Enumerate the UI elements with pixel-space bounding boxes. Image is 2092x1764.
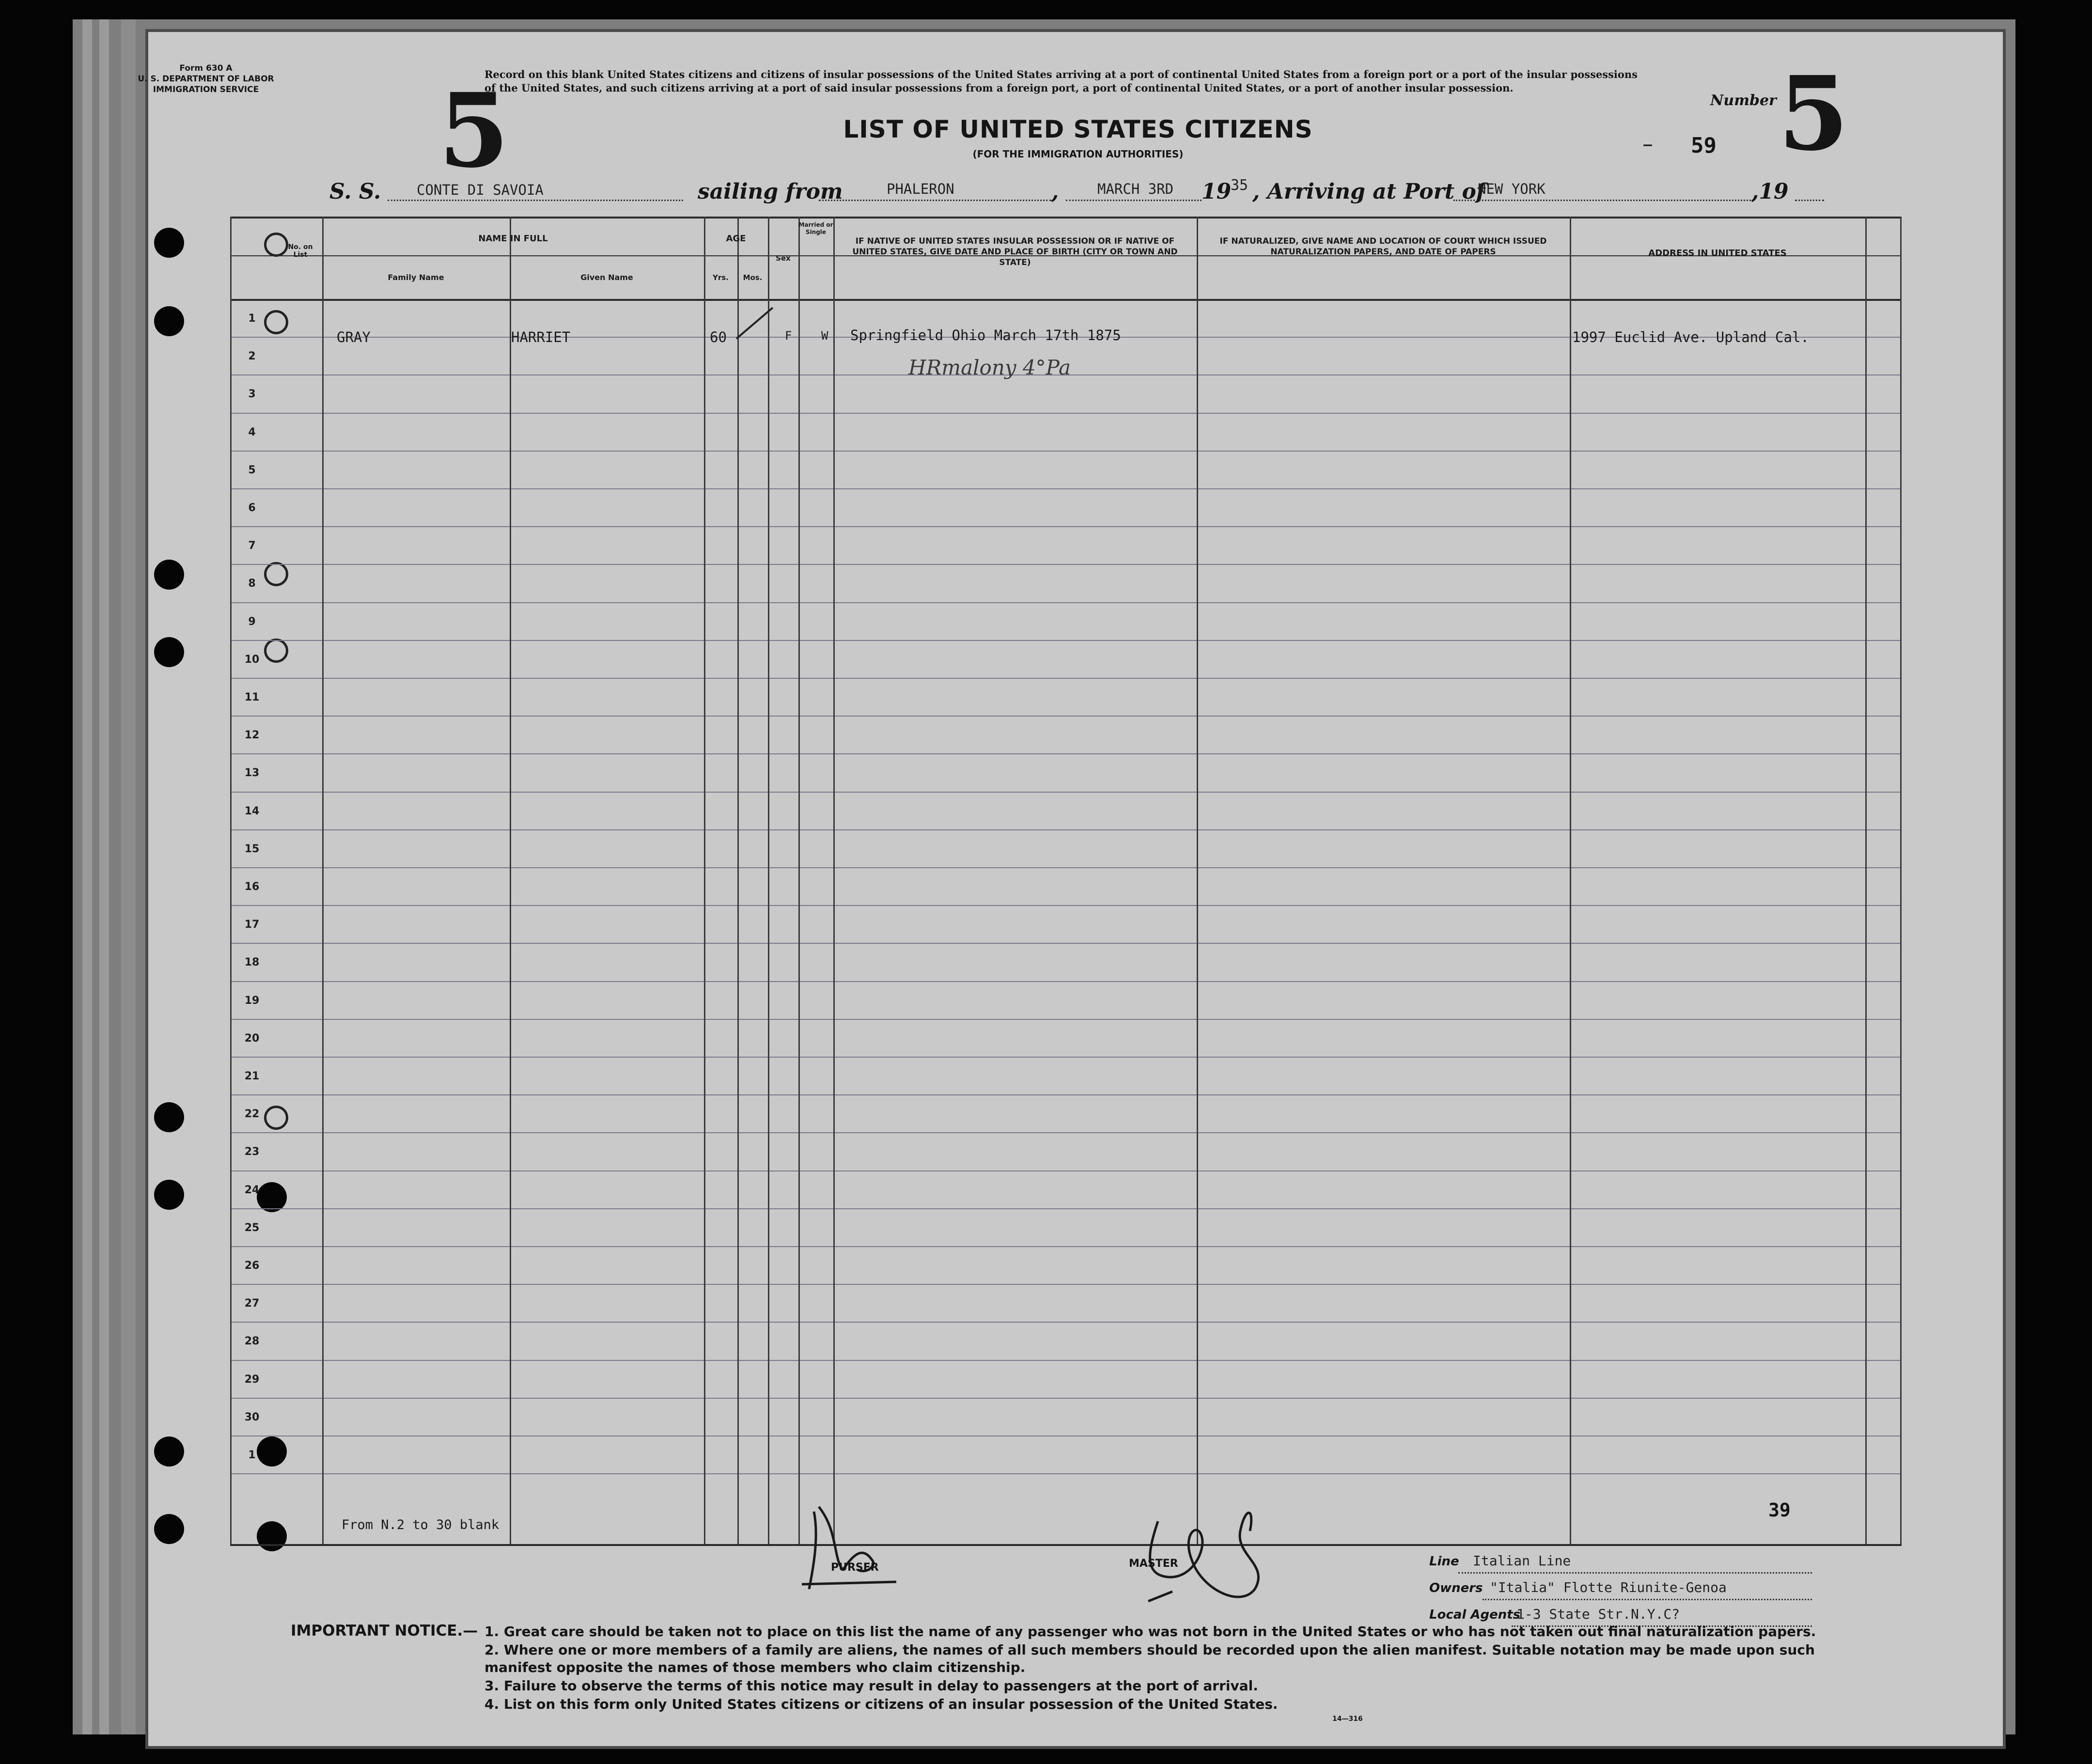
header-birth: IF NATIVE OF UNITED STATES INSULAR POSSESSION OR IF NATIVE OF UNITED STATES, GIVE DATE AND PLACE OF BIRTH (CITY OR TOWN AND STATE) <box>852 236 1178 267</box>
row-rule <box>230 867 1902 868</box>
row-rule <box>230 488 1902 489</box>
column-border <box>768 217 769 1544</box>
punch-hole <box>154 1102 184 1132</box>
header-naturalized: IF NATURALIZED, GIVE NAME AND LOCATION OF COURT WHICH ISSUED NATURALIZATION PAPERS, AND DATE OF PAPERS <box>1219 236 1547 257</box>
stamp-number: 59 <box>1691 133 1717 158</box>
stamp-dash: – <box>1642 132 1653 156</box>
row-rule <box>230 564 1902 565</box>
row-number: 6 <box>248 502 256 514</box>
row-number: 25 <box>244 1222 260 1234</box>
cell-family-name: GRAY <box>337 329 371 345</box>
footer-divider <box>230 1544 1902 1546</box>
sailing-date: MARCH 3RD <box>1097 181 1174 197</box>
column-border <box>704 217 705 1544</box>
page-corner-number: 39 <box>1768 1499 1791 1521</box>
row-rule <box>230 678 1902 679</box>
owners-underline <box>1483 1599 1812 1600</box>
notice-item: 3. Failure to observe the terms of this notice may result in delay to passengers at the port of arrival. <box>484 1678 1258 1694</box>
punch-hole <box>154 1180 184 1210</box>
row-rule <box>230 640 1902 641</box>
cell-given-name: HARRIET <box>511 329 571 345</box>
row-rule <box>230 1284 1902 1285</box>
sailing-label: sailing from <box>698 179 843 204</box>
passenger-table <box>230 217 1902 1544</box>
row-number: 15 <box>244 843 260 855</box>
cell-age: 60 <box>710 329 727 345</box>
number-digit: 5 <box>1778 54 1849 173</box>
row-rule <box>230 1360 1902 1361</box>
row-rule <box>230 716 1902 717</box>
ship-name: CONTE DI SAVOIA <box>417 182 544 198</box>
binder-edge <box>121 19 136 1734</box>
row-number: 13 <box>244 767 260 779</box>
header-no: No. on List <box>288 243 313 259</box>
notice-item: 2. Where one or more members of a family are aliens, the names of all such members should be recorded upon the alien manifest. Suitable notation may be made upon such manifest opposite the names of those members who claim citizenship. <box>484 1642 1815 1675</box>
punch-hole <box>154 1436 184 1467</box>
row-rule <box>230 1094 1902 1095</box>
row-number: 29 <box>244 1374 260 1386</box>
row-rule <box>230 943 1902 944</box>
column-border <box>1197 217 1198 1544</box>
department: U. S. DEPARTMENT OF LABOR <box>138 74 274 84</box>
table-top-border <box>230 217 1902 219</box>
row-number: 23 <box>244 1146 260 1158</box>
page-subtitle: (FOR THE IMMIGRATION AUTHORITIES) <box>972 148 1184 160</box>
row-number: 1 <box>248 1449 256 1461</box>
row-rule <box>230 1246 1902 1247</box>
row-rule <box>230 829 1902 830</box>
row-number: 10 <box>244 654 260 666</box>
row-number: 9 <box>248 616 256 628</box>
year-prefix: 19 <box>1202 179 1232 204</box>
date-underline <box>1066 200 1202 201</box>
column-border <box>798 217 800 1544</box>
column-border <box>1570 217 1571 1544</box>
header-address: ADDRESS IN UNITED STATES <box>1648 248 1787 258</box>
cell-sex: F <box>785 329 792 343</box>
line-value: Italian Line <box>1473 1553 1571 1569</box>
cell-marital: W <box>821 329 828 343</box>
purser-label: PURSER <box>831 1561 879 1574</box>
year-2-underline <box>1795 200 1824 201</box>
row-number: 24 <box>244 1184 260 1196</box>
form-id: Form 630 A <box>179 63 233 73</box>
row-number: 11 <box>244 691 260 703</box>
blank-note: From N.2 to 30 blank <box>342 1517 500 1532</box>
print-code: 14—316 <box>1332 1715 1363 1723</box>
row-number: 21 <box>244 1070 260 1082</box>
port-from: PHALERON <box>887 181 954 197</box>
header-family-name: Family Name <box>388 273 444 282</box>
row-rule <box>230 792 1902 793</box>
row-number: 27 <box>244 1297 260 1310</box>
list-digit: 5 <box>438 71 510 190</box>
header-married-single: Married or Single <box>798 221 833 235</box>
row-rule <box>230 753 1902 754</box>
port-to: NEW YORK <box>1478 181 1546 197</box>
column-border <box>833 217 835 1544</box>
row-number: 1 <box>248 312 256 325</box>
header-age-years: Yrs. <box>713 273 729 282</box>
punch-hole <box>154 1514 184 1544</box>
cell-address: 1997 Euclid Ave. Upland Cal. <box>1572 329 1809 345</box>
row-rule <box>230 1322 1902 1323</box>
column-border <box>1900 217 1902 1544</box>
header-bottom-border <box>230 299 1902 301</box>
header-name-in-full: NAME IN FULL <box>478 234 548 244</box>
row-rule <box>230 905 1902 906</box>
row-number: 5 <box>248 464 256 476</box>
column-border <box>1865 217 1867 1544</box>
punch-hole <box>154 228 184 258</box>
owners-value: "Italia" Flotte Riunite-Genoa <box>1490 1579 1727 1595</box>
row-number: 3 <box>248 388 256 400</box>
port-to-underline <box>1453 200 1754 201</box>
row-rule <box>230 1473 1902 1474</box>
row-rule <box>230 451 1902 452</box>
arriving-label: , Arriving at Port of <box>1252 179 1485 204</box>
header-age-months: Mos. <box>743 273 763 282</box>
binder-edge <box>99 19 109 1734</box>
port-from-underline <box>819 200 1051 201</box>
row-number: 20 <box>244 1032 260 1045</box>
row-number: 8 <box>248 578 256 590</box>
agents-label: Local Agents <box>1429 1608 1521 1622</box>
row-number: 2 <box>248 350 256 362</box>
agents-value: 1-3 State Str.N.Y.C? <box>1516 1606 1680 1622</box>
row-rule <box>230 1057 1902 1058</box>
notice-title: IMPORTANT NOTICE.— <box>291 1622 478 1639</box>
row-number: 12 <box>244 729 260 741</box>
row-number: 18 <box>244 956 260 968</box>
row-number: 16 <box>244 881 260 893</box>
purser-signature <box>799 1497 916 1594</box>
row-rule <box>230 1398 1902 1399</box>
line-underline <box>1458 1572 1812 1574</box>
master-label: MASTER <box>1129 1558 1178 1570</box>
row-rule <box>230 602 1902 603</box>
column-border <box>322 217 324 1544</box>
punch-hole <box>154 306 184 336</box>
row-rule <box>230 1132 1902 1133</box>
column-border <box>510 217 511 1544</box>
row-number: 22 <box>244 1108 260 1120</box>
punch-hole <box>154 637 184 667</box>
form-id-block <box>126 63 286 95</box>
master-signature <box>1129 1492 1289 1618</box>
notice-item: 1. Great care should be taken not to place on this list the name of any passenger who was not born in the United States or who has not taken out final naturalization papers. <box>484 1624 1816 1639</box>
row-number: 26 <box>244 1260 260 1272</box>
header-given-name: Given Name <box>580 273 633 282</box>
row-rule <box>230 526 1902 527</box>
header-age: AGE <box>726 234 746 244</box>
notice-item: 4. List on this form only United States citizens or citizens of an insular possession of the United States. <box>484 1696 1278 1712</box>
punch-hole <box>154 560 184 590</box>
handwritten-annotation: HRmalony 4°Pa <box>908 356 1071 379</box>
ss-label: S. S. <box>329 179 381 204</box>
comma-separator: , <box>1051 179 1059 204</box>
row-number: 14 <box>244 805 260 817</box>
cell-birth: Springfield Ohio March 17th 1875 <box>850 327 1121 343</box>
row-number: 4 <box>248 426 256 438</box>
service: IMMIGRATION SERVICE <box>153 85 259 94</box>
line-label: Line <box>1429 1554 1459 1569</box>
row-rule <box>230 1208 1902 1209</box>
age-tick-mark <box>734 304 778 343</box>
sailing-year: 35 <box>1231 177 1249 194</box>
row-number: 28 <box>244 1335 260 1347</box>
row-number: 19 <box>244 995 260 1007</box>
ship-underline <box>388 200 683 201</box>
row-rule <box>230 1019 1902 1020</box>
page-title: LIST OF UNITED STATES CITIZENS <box>843 115 1313 143</box>
number-label: Number <box>1710 92 1777 109</box>
header-instructions: Record on this blank United States citizens and citizens of insular possessions of the United States arriving at a port of continental United States from a foreign port or a port of the insular possessions of the United States, and such citizens arriving at a port of said insular possessions from a foreign port, a port of continental United States, or a port of another insular possession. <box>484 68 1638 94</box>
owners-label: Owners <box>1429 1581 1483 1595</box>
binder-edge <box>82 19 92 1734</box>
row-rule <box>230 413 1902 414</box>
year-prefix-2: ,19 <box>1751 179 1789 204</box>
row-number: 30 <box>244 1411 260 1423</box>
header-sex: Sex <box>776 254 791 263</box>
row-number: 7 <box>248 540 256 552</box>
row-number: 17 <box>244 919 260 931</box>
row-rule <box>230 981 1902 982</box>
column-border <box>737 217 739 1544</box>
